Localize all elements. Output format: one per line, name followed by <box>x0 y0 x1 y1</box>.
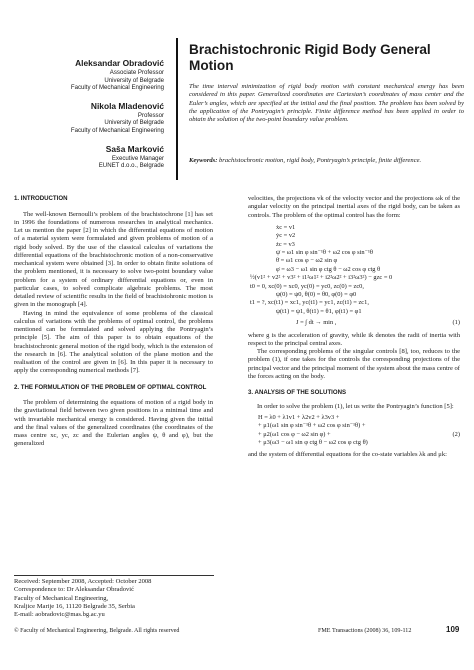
journal-citation: FME Transactions (2008) 36, 109-112 <box>318 628 412 634</box>
author-affiliation: Faculty of Mechanical Engineering <box>70 84 164 92</box>
faculty: Faculty of Mechanical Engineering, <box>14 594 109 602</box>
paragraph: Having in mind the equivalence of some problems of the classical calculus of variations with the problems of optimal control, the problems mentioned can be formulated and solved applying the Pontryagin’s principle [5]. The aim of this paper is to obtain equations of the brachistochronic general motion of the rigid body, which is the extension of the research in [6]. The analytical solution of the plane motion and the realisation of the control are given in [6]. In this paper it is necessary to apply the corresponding numerical methods [7]. <box>14 309 213 375</box>
equation-line: + μ1(ω1 sin φ sin⁻¹θ + ω2 cos φ sin⁻¹θ) + <box>258 422 366 430</box>
equation-line: φ̇ = ω3 − ω1 sin φ ctg θ − ω2 cos φ ctg θ <box>276 265 381 273</box>
author-name: Aleksandar Obradović <box>75 58 164 68</box>
equation-block-2 <box>248 414 460 448</box>
equation-line: ψ(t1) = ψ1, θ(t1) = θ1, φ(t1) = φ1 <box>276 307 362 315</box>
paragraph: where g is the acceleration of gravity, while ik denotes the radii of inertia with respect to the principal central axes. <box>248 331 460 347</box>
keywords <box>189 157 464 165</box>
author-position: Executive Manager <box>111 154 164 162</box>
address: Kraljice Marije 16, 11120 Belgrade 35, Serbia <box>14 602 135 610</box>
equation-line: ψ̇ = ω1 sin φ sin⁻¹θ + ω2 cos φ sin⁻¹θ <box>276 248 373 256</box>
author-3 <box>14 144 164 170</box>
author-affiliation: Faculty of Mechanical Engineering <box>70 126 164 134</box>
correspondence: Correspondence to: Dr Aleksandar Obradović <box>14 586 134 594</box>
keywords-text: brachistochronic motion, rigid body, Pontryagin’s principle, finite difference. <box>219 157 422 164</box>
paper-title: Brachistochronic Rigid Body General Motion <box>189 42 431 74</box>
equation-number: (2) <box>452 430 460 438</box>
equation-line: ½(v1² + v2² + v3² + i1²ω1² + i2²ω2² + i3²ω3²) − gzc = 0 <box>250 274 393 282</box>
equation-line: t1 = ?, xc(t1) = xc1, yc(t1) = yc1, zc(t1) = zc1, <box>250 299 369 307</box>
left-column <box>14 195 213 449</box>
equation-line: + μ2(ω1 cos φ − ω2 sin φ) + <box>258 430 331 438</box>
keywords-label: Keywords: <box>189 157 218 164</box>
copyright: © Faculty of Mechanical Engineering, Belgrade. All rights reserved <box>14 628 180 634</box>
equation-block-1 <box>248 224 460 328</box>
paragraph: The corresponding problems of the singular controls [8], too, reduces to the problem (1), if one takes for the controls the corresponding projections of the principal vector and the principal moment of the system about the mass centre of the forces acting on the body. <box>248 348 460 380</box>
paragraph: In order to solve the problem (1), let us write the Pontryagin’s function [5]: <box>257 402 454 410</box>
right-column <box>248 195 460 459</box>
equation-line: θ̇ = ω1 cos φ − ω2 sin φ <box>276 257 338 265</box>
equation-line: J = ∫ dt → min , <box>296 319 337 327</box>
equation-line: + μ3(ω3 − ω1 sin φ ctg θ − ω2 cos φ ctg θ) <box>258 439 368 447</box>
title-divider <box>176 38 178 180</box>
equation-line: ẋc = v1 <box>276 223 296 231</box>
author-position: Associate Professor <box>109 69 164 76</box>
author-name: Nikola Mladenović <box>90 100 164 111</box>
author-1 <box>14 58 164 92</box>
page-number: 109 <box>446 625 460 634</box>
section-heading: 2. THE FORMULATION OF THE PROBLEM OF OPTIMAL CONTROL <box>14 383 207 391</box>
equation-line: ψ(0) = ψ0, θ(0) = θ0, φ(0) = φ0 <box>276 291 357 298</box>
equation-line: t0 = 0, xc(0) = xc0, yc(0) = yc0, zc(0) = zc0, <box>250 282 364 290</box>
paragraph: The well-known Bernoulli’s problem of the brachistochrone [1] has set in 1996 the foundations of numerous researches in analytical mechanics. Let us mention the paper [2] in which the differential equations of motion of a material system were formulated and given problems of motion of a rigid body solved. By the use of the classical calculus of variations the differential equations of the brachistochronic motion of a non-conservative mechanical system were obtained [3]. In order to obtain finite solutions of the problem mentioned, it is necessary to solve two-point boundary value problem for a system of ordinary differential equations or, even in particular cases, to solved complicate algebraic problems. The most detailed review of scientific results in the field of brachistohronic motion is given in the monograph [4]. <box>14 210 213 309</box>
section-heading: 3. ANALYSIS OF THE SOLUTIONS <box>248 389 347 397</box>
section-heading: 1. INTRODUCTION <box>14 195 68 202</box>
abstract: The time interval minimization of rigid body motion with constant mechanical energy has been considered in this paper. Generalized coordinates are Cartesian’s coordinates of mass center and the Euler’s angles, which are specified at the initial and the final position. The problem has been solved by the application of the Pontryagin’s principle. Finite difference method has been applied in order to obtain the solution of the two-point boundary value problem. <box>189 83 464 123</box>
author-position: Professor <box>137 111 164 119</box>
footnote <box>14 578 224 619</box>
equation-number: (1) <box>452 319 460 327</box>
equation-line: ẏc = v2 <box>276 232 296 240</box>
paragraph: velocities, the projections vk of the velocity vector and the projections ωk of the angular velocity on the principal inertial axes of the rigid body, can be taken as controls. The problem of the optimal control has the form: <box>248 195 460 219</box>
equation-line: H = λ0 + λ1v1 + λ2v2 + λ3v3 + <box>258 413 340 421</box>
author-affiliation: EUNET d.o.o., Belgrade <box>98 162 164 170</box>
footnote-rule <box>14 575 214 576</box>
paragraph: and the system of differential equations for the co-state variables λk and μk: <box>248 450 447 458</box>
paragraph: The problem of determining the equations of motion of a rigid body in the gravitational field between two given positions in a minimal time and with invariable mechanical energy is considered. Having given the initial and the final values of the generalized coordinates (the coordinates of the mass centre xc, yc, zc and the Eulerian angles ψ, θ and φ), but the generalized <box>14 399 213 448</box>
author-name: Saša Marković <box>105 143 164 154</box>
author-list <box>14 58 164 179</box>
received-dates: Received: September 2008, Accepted: October 2008 <box>14 578 152 585</box>
author-affiliation: University of Belgrade <box>104 119 164 127</box>
author-2 <box>14 101 164 135</box>
author-affiliation: University of Belgrade <box>104 76 164 84</box>
email: E-mail: aobradovic@mas.bg.ac.yu <box>14 611 105 619</box>
equation-line: żc = v3 <box>276 240 295 248</box>
